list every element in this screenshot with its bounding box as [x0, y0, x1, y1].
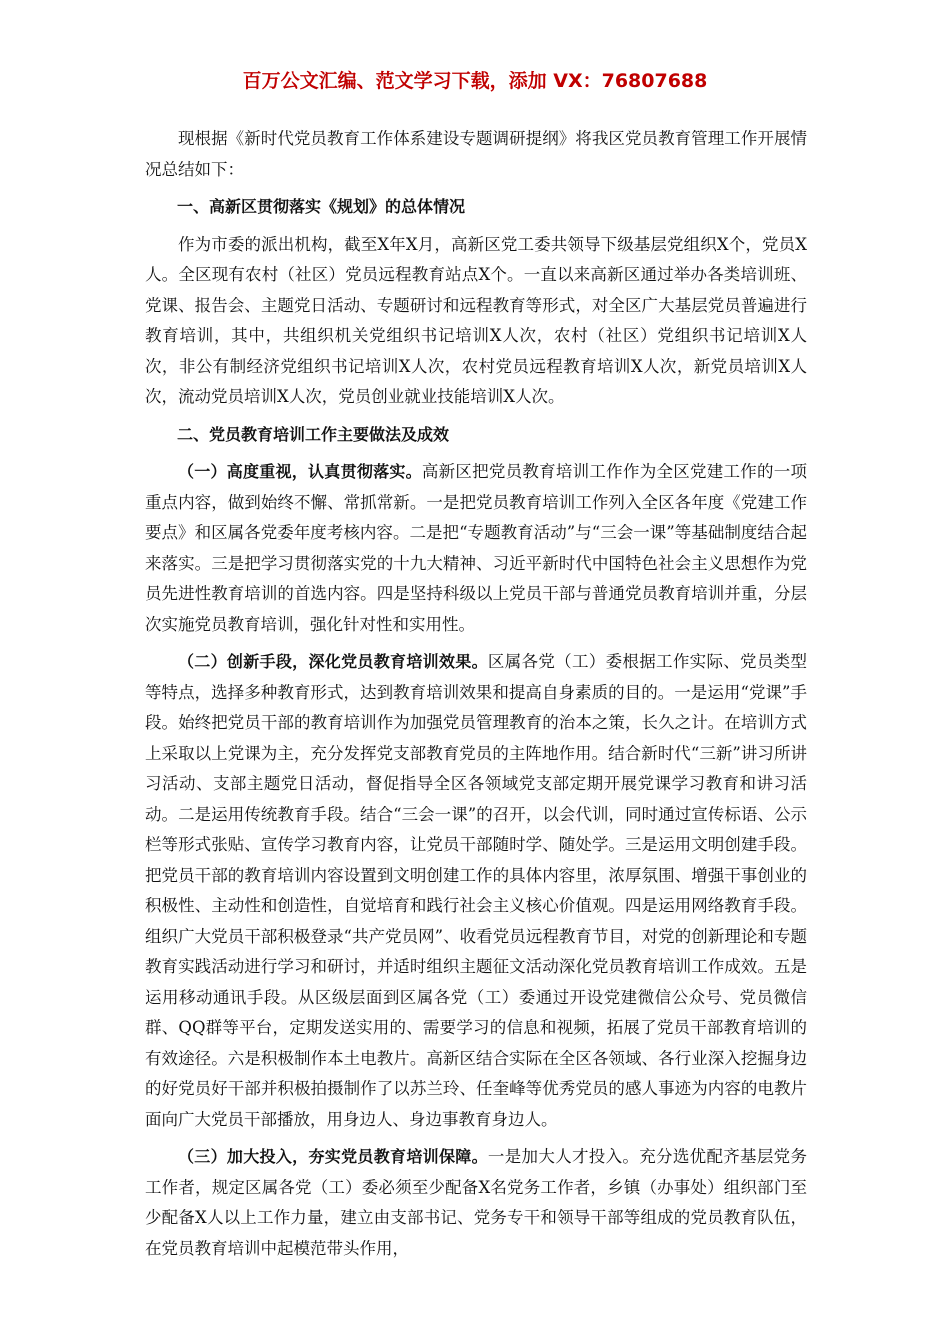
document-body	[145, 124, 807, 1271]
subsection1-lead: （一）高度重视，认真贯彻落实。	[178, 462, 422, 481]
intro-paragraph: 现根据《新时代党员教育工作体系建设专题调研提纲》将我区党员教育管理工作开展情况总结如下：	[145, 129, 807, 179]
section1-heading: 一、高新区贯彻落实《规划》的总体情况	[177, 197, 466, 216]
section2-heading: 二、党员教育培训工作主要做法及成效	[177, 424, 450, 444]
section1-paragraph: 作为市委的派出机构，截至X年X月，高新区党工委共领导下级基层党组织X个，党员X人。全区现有农村（社区）党员远程教育站点X个。一直以来高新区通过举办各类培训班、党课、报告会、主题党日活动、专题研讨和远程教育等形式，对全区广大基层党员普遍进行教育培训，其中，共组织机关党组织书记培训X人次，农村（社区）党组织书记培训X人次，非公有制经济党组织书记培训X人次，农村党员远程教育培训X人次，新党员培训X人次，流动党员培训X人次，党员创业就业技能培训X人次。	[145, 234, 807, 406]
subsection3-lead: （三）加大投入，夯实党员教育培训保障。	[178, 1147, 488, 1166]
subsection1-paragraph	[145, 457, 807, 640]
subsection2-lead: （二）创新手段，深化党员教育培训效果。	[178, 652, 488, 671]
subsection3-body: 一是加大人才投入。充分选优配齐基层党务工作者，规定区属各党（工）委必须至少配备X名党务工作者，乡镇（办事处）组织部门至少配备X人以上工作力量，建立由支部书记、党务专干和领导干部等组成的党员教育队伍，在党员教育培训中起模范带头作用，	[145, 1147, 807, 1258]
subsection1-body: 高新区把党员教育培训工作作为全区党建工作的一项重点内容，做到始终不懈、常抓常新。一是把党员教育培训工作列入全区各年度《党建工作要点》和区属各党委年度考核内容。二是把“专题教育活动”与“三会一课”等基础制度结合起来落实。三是把学习贯彻落实党的十九大精神、习近平新时代中国特色社会主义思想作为党员先进性教育培训的首选内容。四是坚持科级以上党员干部与普通党员教育培训并重，分层次实施党员教育培训，强化针对性和实用性。	[145, 462, 807, 634]
subsection2-body: 区属各党（工）委根据工作实际、党员类型等特点，选择多种教育形式，达到教育培训效果和提高自身素质的目的。一是运用“党课”手段。始终把党员干部的教育培训作为加强党员管理教育的治本之策，长久之计。在培训方式上采取以上党课为主，充分发挥党支部教育党员的主阵地作用。结合新时代“三新”讲习所讲习活动、支部主题党日活动，督促指导全区各领域党支部定期开展党课学习教育和讲习活动。二是运用传统教育手段。结合“三会一课”的召开，以会代训，同时通过宣传标语、公示栏等形式张贴、宣传学习教育内容，让党员干部随时学、随处学。三是运用文明创建手段。把党员干部的教育培训内容设置到文明创建工作的具体内容里，浓厚氛围、增强干事创业的积极性、主动性和创造性，自觉培育和践行社会主义核心价值观。四是运用网络教育手段。组织广大党员干部积极登录“共产党员网”、收看党员远程教育节目，对党的创新理论和专题教育实践活动进行学习和研讨，并适时组织主题征文活动深化党员教育培训工作成效。五是运用移动通讯手段。从区级层面到区属各党（工）委通过开设党建微信公众号、党员微信群、QQ群等平台，定期发送实用的、需要学习的信息和视频，拓展了党员干部教育培训的有效途径。六是积极制作本土电教片。高新区结合实际在全区各领域、各行业深入挖掘身边的好党员好干部并积极拍摄制作了以苏兰玲、任奎峰等优秀党员的感人事迹为内容的电教片面向广大党员干部播放，用身边人、身边事教育身边人。	[145, 652, 807, 1129]
subsection3-paragraph	[145, 1142, 807, 1264]
header-watermark-text: 百万公文汇编、范文学习下载，添加 VX：76807688	[242, 70, 708, 92]
subsection2-paragraph	[145, 647, 807, 1135]
